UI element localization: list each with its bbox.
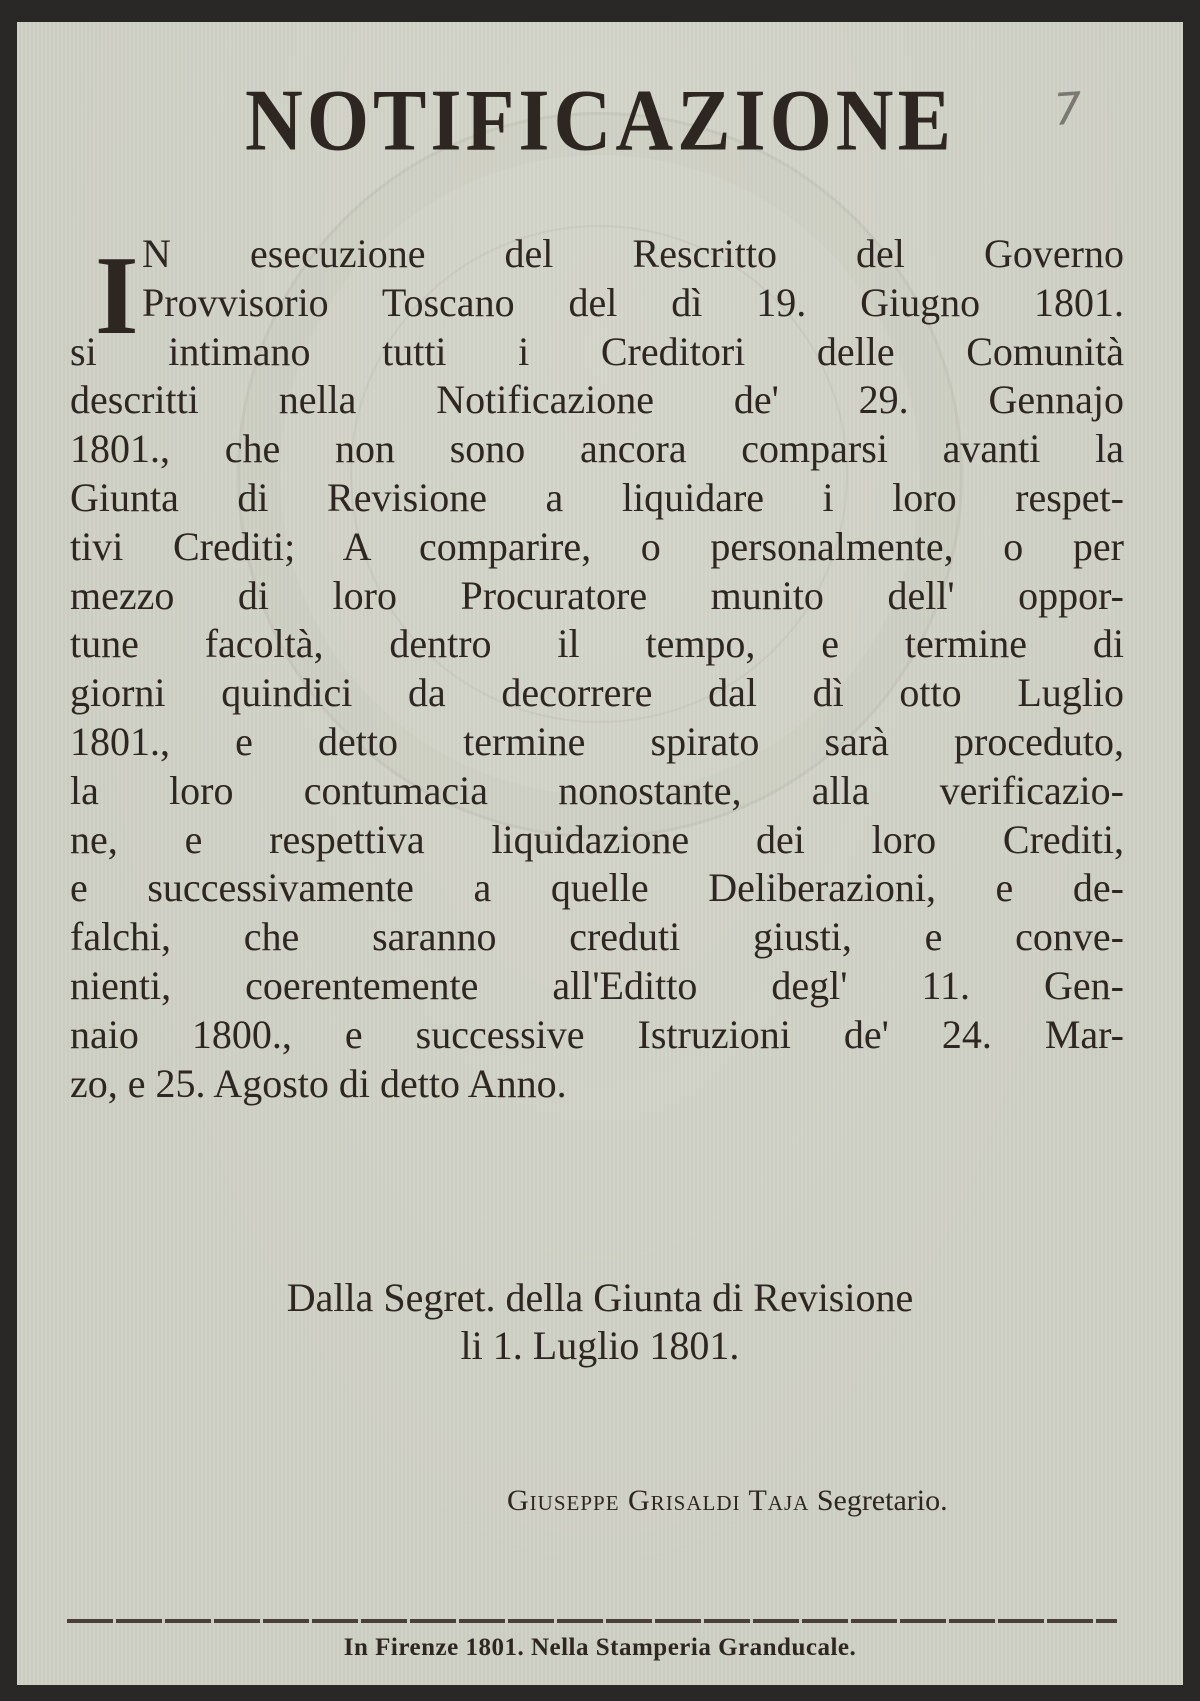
body-line: ne, e respettiva liquidazione dei loro Crediti, bbox=[70, 816, 1124, 862]
signature bbox=[507, 1484, 948, 1518]
body-line: la loro contumacia nonostante, alla verificazio- bbox=[70, 767, 1124, 813]
dateline bbox=[17, 1274, 1183, 1370]
drop-cap: I bbox=[95, 234, 139, 358]
dateline-office: Dalla Segret. della Giunta di Revisione bbox=[286, 1275, 914, 1320]
body-line: giorni quindici da decorrere dal dì otto Luglio bbox=[70, 670, 1124, 716]
document-page bbox=[17, 22, 1183, 1685]
notice-body bbox=[70, 230, 1124, 1108]
signatory-name: Giuseppe Grisaldi Taja bbox=[507, 1484, 810, 1517]
dateline-date: li 1. Luglio 1801. bbox=[460, 1323, 740, 1368]
body-line: Giunta di Revisione a liquidare i loro respet- bbox=[70, 474, 1124, 520]
handwritten-page-number: 7 bbox=[1052, 83, 1084, 136]
body-line: naio 1800., e successive Istruzioni de' 24. Mar- bbox=[70, 1011, 1124, 1057]
body-line: descritti nella Notificazione de' 29. Gennajo bbox=[70, 377, 1124, 423]
body-line: nienti, coerentemente all'Editto degl' 11. Gen- bbox=[70, 962, 1124, 1008]
decorative-rule bbox=[67, 1619, 1117, 1623]
body-line: 1801., e detto termine spirato sarà proceduto, bbox=[70, 718, 1124, 764]
body-line: 1801., che non sono ancora comparsi avanti la bbox=[70, 426, 1124, 472]
body-line: falchi, che saranno creduti giusti, e conve- bbox=[70, 914, 1124, 960]
body-line: mezzo di loro Procuratore munito dell' oppor- bbox=[70, 572, 1124, 618]
document-title: NOTIFICAZIONE bbox=[245, 72, 955, 170]
body-line: zo, e 25. Agosto di detto Anno. bbox=[70, 1060, 567, 1106]
body-line: e successivamente a quelle Deliberazioni, e de- bbox=[70, 865, 1124, 911]
body-line: tune facoltà, dentro il tempo, e termine di bbox=[70, 621, 1124, 667]
printer-imprint: In Firenze 1801. Nella Stamperia Granducale. bbox=[343, 1634, 857, 1661]
body-line: si intimano tutti i Creditori delle Comunità bbox=[70, 328, 1124, 374]
body-line: N esecuzione del Rescritto del Governo bbox=[142, 231, 1124, 276]
signatory-role: Segretario. bbox=[816, 1484, 948, 1517]
body-line: Provvisorio Toscano del dì 19. Giugno 1801. bbox=[142, 279, 1124, 325]
body-line: tivi Crediti; A comparire, o personalmente, o per bbox=[70, 523, 1124, 569]
